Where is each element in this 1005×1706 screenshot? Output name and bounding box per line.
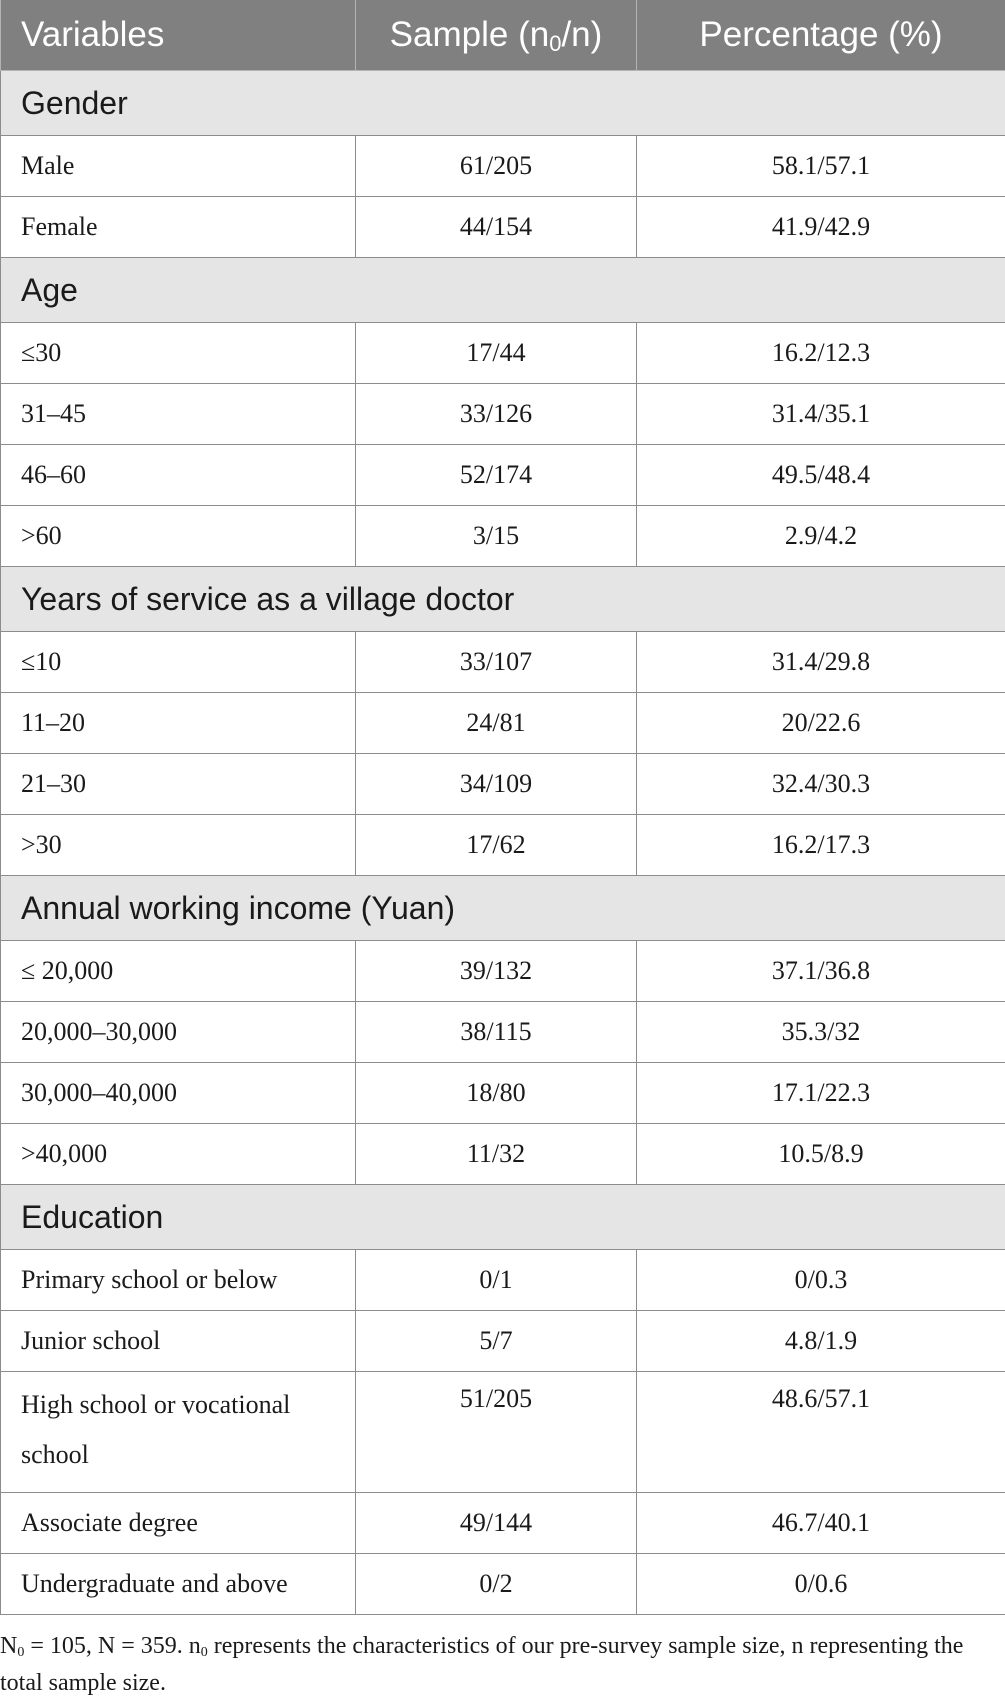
- section-education: [1, 1185, 1005, 1250]
- row-label: Associate degree: [1, 1493, 356, 1554]
- table-row: [1, 693, 1005, 754]
- row-sample: 49/144: [356, 1493, 637, 1554]
- header-variables: Variables: [1, 0, 356, 71]
- row-percentage: 2.9/4.2: [637, 506, 1005, 567]
- row-percentage: 48.6/57.1: [637, 1372, 1005, 1493]
- table-row: [1, 1063, 1005, 1124]
- table-row: [1, 1311, 1005, 1372]
- row-sample: 33/107: [356, 632, 637, 693]
- row-label: >60: [1, 506, 356, 567]
- table-row: [1, 1493, 1005, 1554]
- row-percentage: 32.4/30.3: [637, 754, 1005, 815]
- section-title: Years of service as a village doctor: [1, 567, 1005, 632]
- table-row: [1, 632, 1005, 693]
- header-percentage: Percentage (%): [637, 0, 1005, 71]
- table-row: [1, 197, 1005, 258]
- table-row: [1, 815, 1005, 876]
- row-label: 46–60: [1, 445, 356, 506]
- row-label: >30: [1, 815, 356, 876]
- row-label: >40,000: [1, 1124, 356, 1185]
- row-percentage: 16.2/17.3: [637, 815, 1005, 876]
- row-label: 11–20: [1, 693, 356, 754]
- row-sample: 38/115: [356, 1002, 637, 1063]
- row-label: ≤10: [1, 632, 356, 693]
- row-label: Undergraduate and above: [1, 1554, 356, 1615]
- table-row: [1, 1554, 1005, 1615]
- row-label: 21–30: [1, 754, 356, 815]
- row-sample: 52/174: [356, 445, 637, 506]
- table-row: [1, 384, 1005, 445]
- section-annual-income: [1, 876, 1005, 941]
- section-years-of-service: [1, 567, 1005, 632]
- row-percentage: 31.4/29.8: [637, 632, 1005, 693]
- row-label: ≤ 20,000: [1, 941, 356, 1002]
- table-footnote: $N_0 = 105$, N = 359. $n_0$ represents the characteristics of our pre-survey sample size, n representing the total sample size.: [0, 1633, 964, 1696]
- row-label: 30,000–40,000: [1, 1063, 356, 1124]
- row-sample: 34/109: [356, 754, 637, 815]
- row-percentage: 58.1/57.1: [637, 136, 1005, 197]
- row-percentage: 49.5/48.4: [637, 445, 1005, 506]
- section-gender: [1, 71, 1005, 136]
- header-row: [1, 0, 1005, 71]
- section-title: Education: [1, 1185, 1005, 1250]
- row-label: 31–45: [1, 384, 356, 445]
- row-sample: 17/62: [356, 815, 637, 876]
- row-sample: 33/126: [356, 384, 637, 445]
- header-sample: Sample $(n_0/n)$: [356, 0, 637, 71]
- row-percentage: 10.5/8.9: [637, 1124, 1005, 1185]
- row-sample: 0/1: [356, 1250, 637, 1311]
- row-label: Primary school or below: [1, 1250, 356, 1311]
- row-sample: 11/32: [356, 1124, 637, 1185]
- row-percentage: 17.1/22.3: [637, 1063, 1005, 1124]
- row-sample: 5/7: [356, 1311, 637, 1372]
- row-sample: 0/2: [356, 1554, 637, 1615]
- row-percentage: 16.2/12.3: [637, 323, 1005, 384]
- section-title: Gender: [1, 71, 1005, 136]
- row-sample: 39/132: [356, 941, 637, 1002]
- row-label: 20,000–30,000: [1, 1002, 356, 1063]
- row-percentage: 46.7/40.1: [637, 1493, 1005, 1554]
- table-row: [1, 323, 1005, 384]
- row-percentage: 0/0.3: [637, 1250, 1005, 1311]
- row-label: Male: [1, 136, 356, 197]
- row-percentage: 4.8/1.9: [637, 1311, 1005, 1372]
- row-sample: 18/80: [356, 1063, 637, 1124]
- row-sample: 61/205: [356, 136, 637, 197]
- row-sample: 3/15: [356, 506, 637, 567]
- table-row: [1, 941, 1005, 1002]
- row-percentage: 41.9/42.9: [637, 197, 1005, 258]
- row-sample: 24/81: [356, 693, 637, 754]
- table-row: [1, 1250, 1005, 1311]
- section-age: [1, 258, 1005, 323]
- row-percentage: 31.4/35.1: [637, 384, 1005, 445]
- row-sample: 51/205: [356, 1372, 637, 1493]
- row-label: Female: [1, 197, 356, 258]
- row-sample: 44/154: [356, 197, 637, 258]
- row-percentage: 20/22.6: [637, 693, 1005, 754]
- table-row: [1, 445, 1005, 506]
- section-title: Annual working income (Yuan): [1, 876, 1005, 941]
- table-row: [1, 506, 1005, 567]
- row-sample: 17/44: [356, 323, 637, 384]
- row-percentage: 37.1/36.8: [637, 941, 1005, 1002]
- row-percentage: 0/0.6: [637, 1554, 1005, 1615]
- row-label: Junior school: [1, 1311, 356, 1372]
- table-row: [1, 136, 1005, 197]
- section-title: Age: [1, 258, 1005, 323]
- table-row: [1, 1372, 1005, 1493]
- row-percentage: 35.3/32: [637, 1002, 1005, 1063]
- table-row: [1, 1124, 1005, 1185]
- table-row: [1, 754, 1005, 815]
- table-row: [1, 1002, 1005, 1063]
- row-label: ≤30: [1, 323, 356, 384]
- row-label: High school or vocational school: [1, 1372, 356, 1493]
